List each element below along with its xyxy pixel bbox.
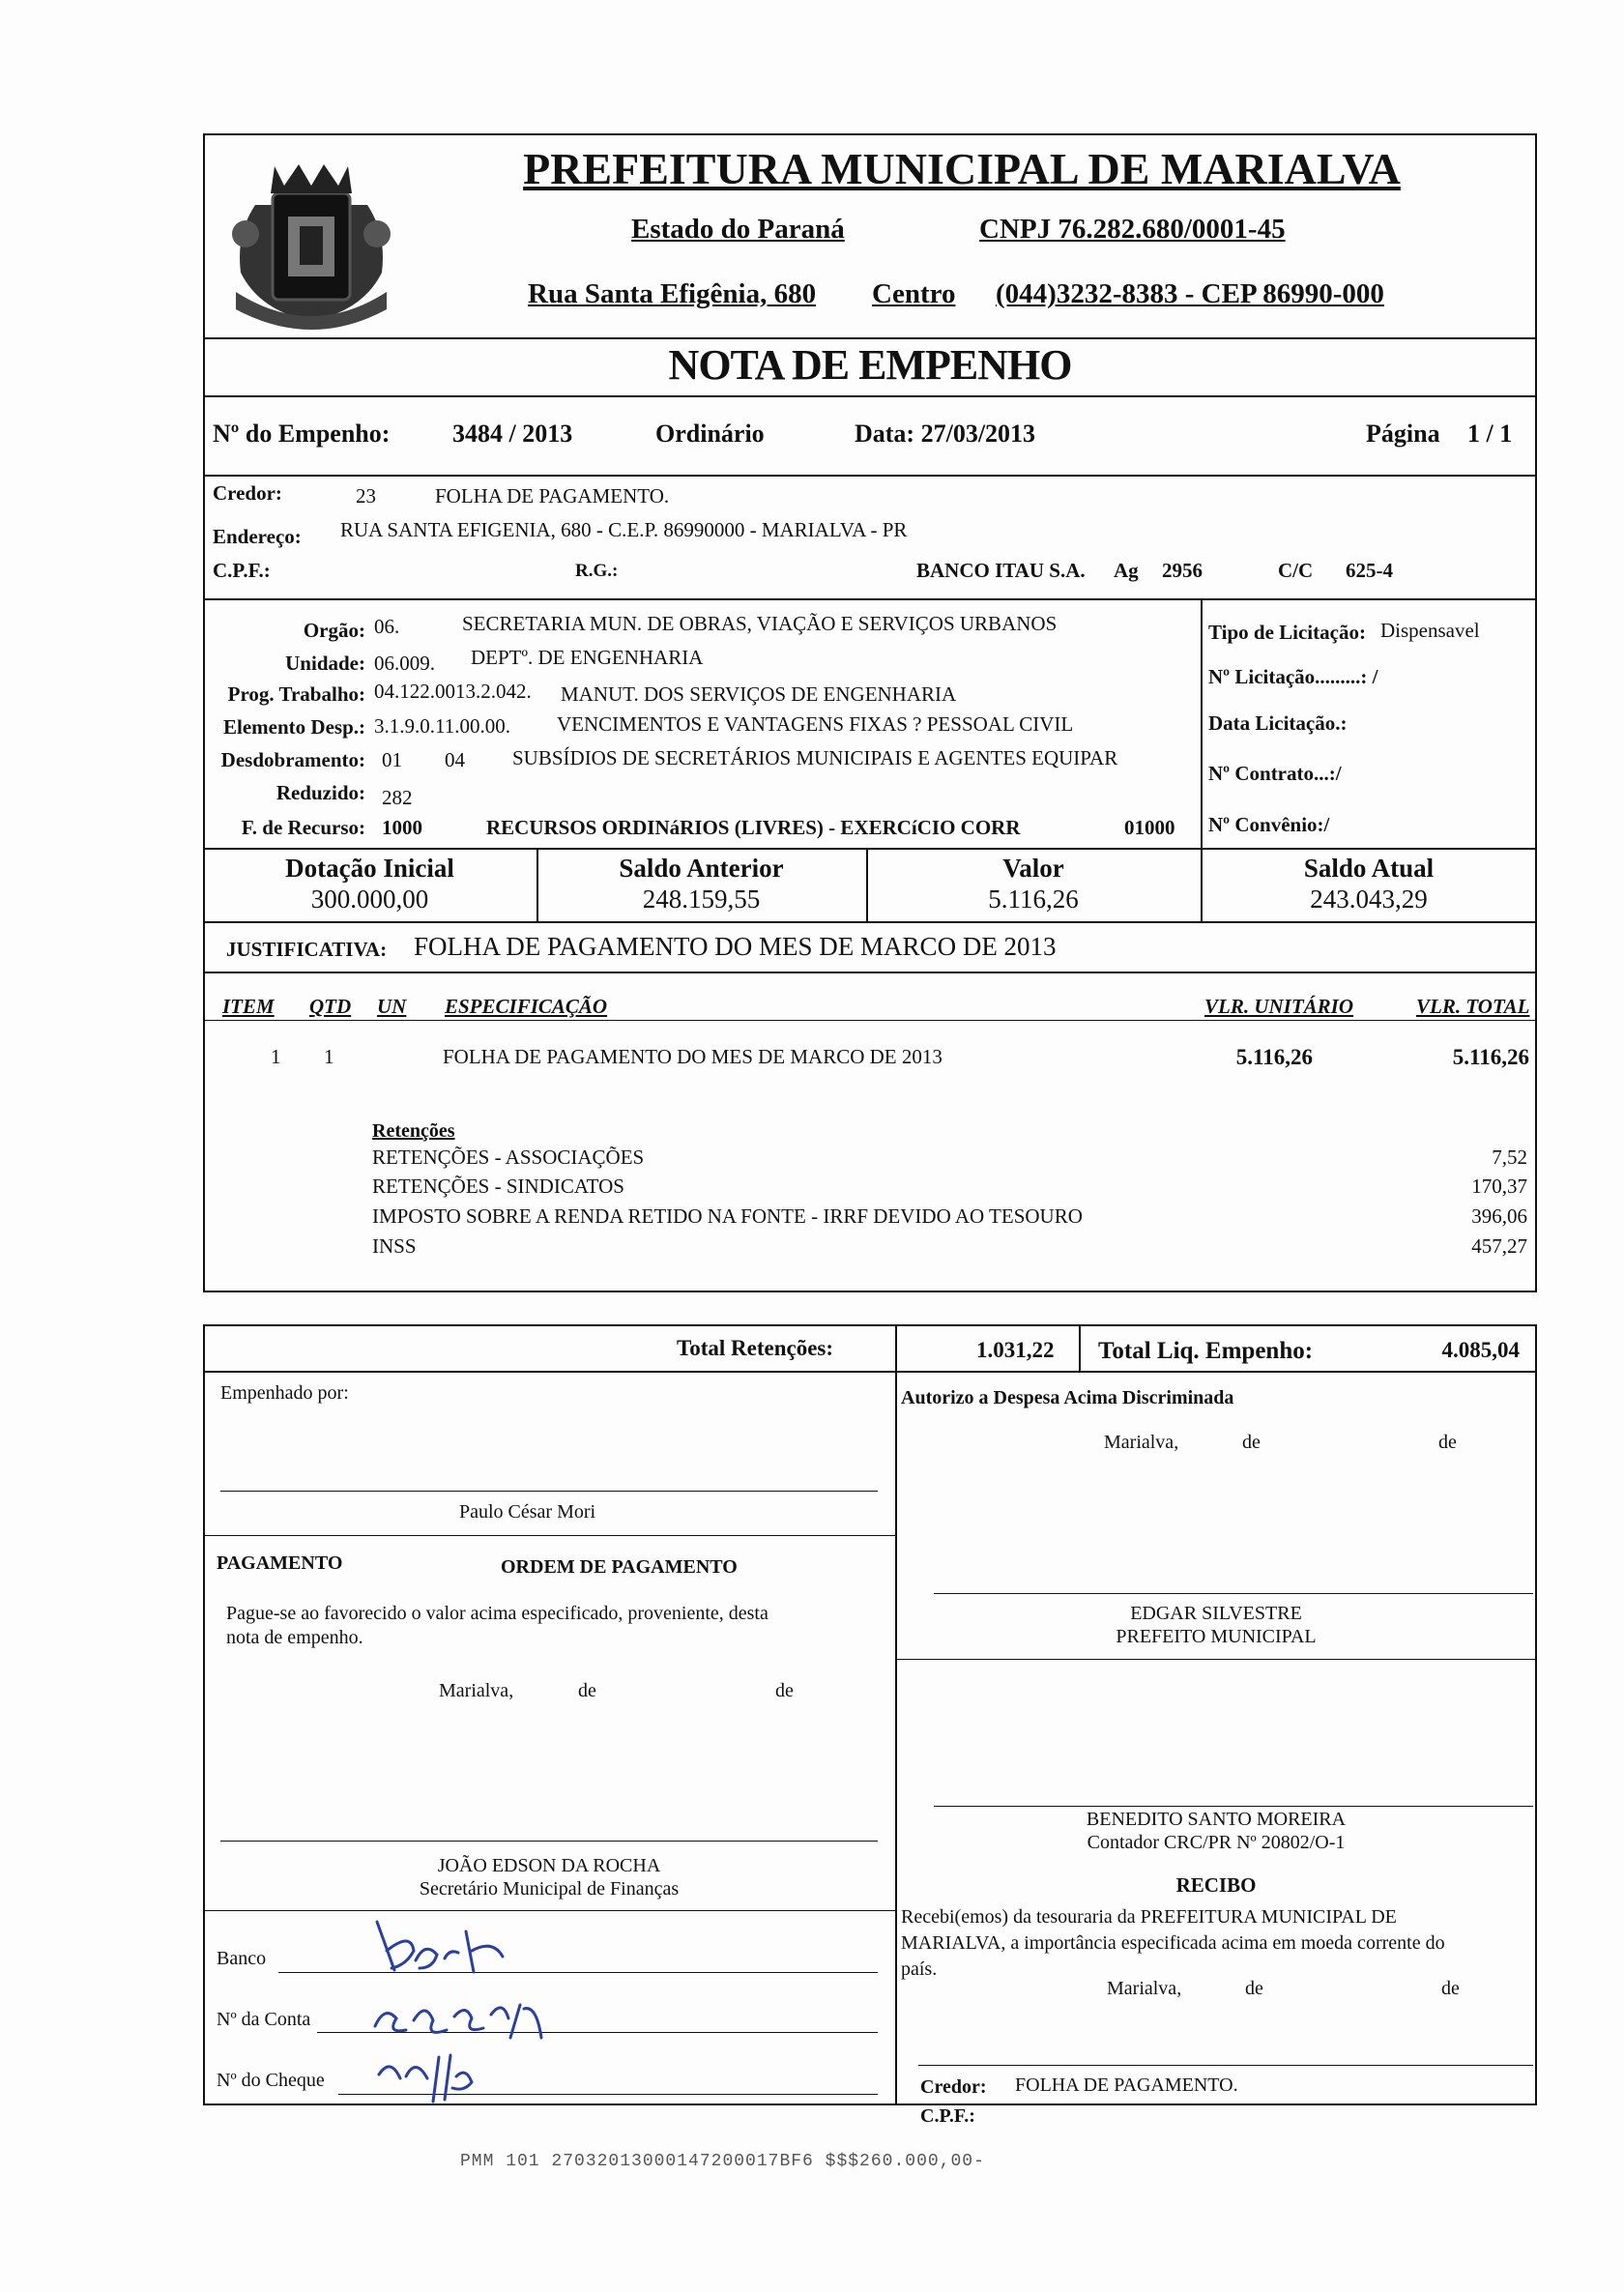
total-retencoes-label: Total Retenções: (677, 1336, 834, 1360)
empenho-number: 3484 / 2013 (452, 420, 573, 448)
retencao-desc-4: INSS (372, 1234, 417, 1258)
item-unit-value: 5.116,26 (1235, 1045, 1313, 1069)
recibo-label: RECIBO (1175, 1873, 1257, 1897)
fonte-desc: RECURSOS ORDINáRIOS (LIVRES) - EXERCíCIO CORR (486, 816, 1021, 839)
secretario-nome: JOÃO EDSON DA ROCHA (437, 1855, 661, 1876)
desdobramento-label: Desdobramento: (220, 748, 365, 771)
retencao-desc-1: RETENÇÕES - ASSOCIAÇÕES (372, 1146, 645, 1169)
prefeito-bottom-line (895, 1659, 1537, 1660)
recibo-de-2: de (1441, 1978, 1460, 1999)
recibo-local: Marialva, (1107, 1978, 1182, 1999)
retencao-value-4: 457,27 (1471, 1234, 1527, 1258)
justificativa-text: FOLHA DE PAGAMENTO DO MES DE MARCO DE 2013 (414, 932, 1057, 961)
col-un: UN (377, 995, 407, 1018)
recibo-text-3: país. (901, 1958, 938, 1980)
elemento-desc: VENCIMENTOS E VANTAGENS FIXAS ? PESSOAL CIVIL (557, 712, 1074, 736)
empenho-number-label: Nº do Empenho: (213, 420, 391, 448)
prog-label: Prog. Trabalho: (227, 682, 365, 706)
recibo-de-1: de (1245, 1978, 1263, 1999)
saldo-atual-label: Saldo Atual (1303, 854, 1435, 883)
elemento-label: Elemento Desp.: (223, 715, 365, 739)
footer-code: PMM 101 27032013000147200017BF6 $$$260.000,00- (460, 2152, 985, 2171)
col-vlr-total: VLR. TOTAL (1416, 995, 1530, 1018)
contador-signature-line (934, 1806, 1533, 1807)
elemento-code: 3.1.9.0.11.00.00. (374, 714, 510, 738)
retencao-desc-3: IMPOSTO SOBRE A RENDA RETIDO NA FONTE - IRRF DEVIDO AO TESOURO (372, 1204, 1083, 1228)
empenho-type: Ordinário (655, 420, 765, 448)
item-qtd: 1 (324, 1045, 334, 1068)
header-address: Rua Santa Efigênia, 680 (528, 278, 817, 309)
header-state: Estado do Paraná (631, 214, 845, 245)
valor-value: 5.116,26 (988, 885, 1079, 914)
unidade-desc: DEPTº. DE ENGENHARIA (471, 646, 704, 669)
retencao-value-2: 170,37 (1471, 1175, 1527, 1198)
bank-name: BANCO ITAU S.A. (916, 559, 1086, 582)
nota-de-empenho-form (203, 133, 1537, 2127)
fonte-code: 1000 (382, 816, 422, 839)
item-total-value: 5.116,26 (1452, 1045, 1529, 1069)
handwritten-annotations-icon (358, 1912, 706, 2105)
item-number: 1 (271, 1045, 281, 1068)
municipal-crest-icon (217, 147, 406, 336)
banco-label: Banco (217, 1948, 267, 1969)
saldo-atual-value: 243.043,29 (1310, 885, 1428, 914)
totais-divider-1 (895, 1324, 897, 1373)
doc-title: NOTA DE EMPENHO (668, 341, 1072, 389)
header-district: Centro (872, 278, 956, 309)
ordem-de-1: de (578, 1680, 596, 1701)
empenhado-signature-line (220, 1491, 878, 1492)
saldo-anterior-label: Saldo Anterior (619, 854, 784, 883)
convenio-label: Nº Convênio:/ (1208, 813, 1330, 836)
unidade-label: Unidade: (285, 652, 365, 675)
unidade-code: 06.009. (374, 652, 435, 675)
credor-label: Credor: (213, 481, 282, 505)
prog-code: 04.122.0013.2.042. (374, 680, 532, 703)
contrato-label: Nº Contrato...:/ (1208, 762, 1342, 785)
credor-name: FOLHA DE PAGAMENTO. (435, 484, 670, 508)
page-value: 1 / 1 (1467, 420, 1513, 448)
item-desc: FOLHA DE PAGAMENTO DO MES DE MARCO DE 2013 (443, 1045, 942, 1068)
secretario-cargo: Secretário Municipal de Finanças (419, 1878, 680, 1900)
empenhado-por-label: Empenhado por: (220, 1382, 349, 1404)
fonte-label: F. de Recurso: (241, 816, 365, 839)
account-value: 625-4 (1346, 559, 1393, 582)
prefeito-cargo: PREFEITO MUNICIPAL (1116, 1626, 1317, 1647)
total-liquido-value: 4.085,04 (1441, 1338, 1520, 1362)
total-retencoes-value: 1.031,22 (976, 1338, 1055, 1362)
prefeito-nome: EDGAR SILVESTRE (1130, 1603, 1302, 1624)
cpf-label: C.P.F.: (213, 559, 271, 582)
assinaturas-divider (895, 1371, 897, 2105)
retencoes-title: Retenções (372, 1120, 455, 1142)
licitacao-divider (1201, 598, 1203, 850)
orgao-label: Orgão: (303, 619, 365, 642)
address-label: Endereço: (213, 525, 302, 548)
account-label: C/C (1278, 559, 1314, 582)
reduzido-label: Reduzido: (276, 781, 365, 804)
valor-label: Valor (1002, 854, 1064, 883)
ordem-pagamento-label: ORDEM DE PAGAMENTO (501, 1556, 738, 1578)
col-qtd: QTD (309, 995, 352, 1018)
prog-desc: MANUT. DOS SERVIÇOS DE ENGENHARIA (561, 682, 957, 706)
header-phone-cep: (044)3232-8383 - CEP 86990-000 (996, 278, 1384, 309)
retencao-value-1: 7,52 (1492, 1146, 1527, 1169)
justificativa-label: JUSTIFICATIVA: (226, 938, 388, 961)
autorizo-de-1: de (1242, 1432, 1261, 1453)
agency-value: 2956 (1162, 559, 1203, 582)
col-item: ITEM (222, 995, 275, 1018)
pagamento-label: PAGAMENTO (217, 1552, 343, 1574)
contador-nome: BENEDITO SANTO MOREIRA (1086, 1809, 1347, 1830)
autorizo-de-2: de (1438, 1432, 1457, 1453)
address-value: RUA SANTA EFIGENIA, 680 - C.E.P. 86990000 - MARIALVA - PR (340, 518, 908, 541)
prefeito-signature-line (934, 1593, 1533, 1594)
secretario-signature-line (220, 1841, 878, 1842)
empenho-date: Data: 27/03/2013 (855, 420, 1036, 448)
contador-cargo: Contador CRC/PR Nº 20802/O-1 (1087, 1832, 1346, 1853)
header-title: PREFEITURA MUNICIPAL DE MARIALVA (523, 144, 1401, 193)
orgao-code: 06. (374, 615, 400, 638)
desdobramento-desc: SUBSÍDIOS DE SECRETÁRIOS MUNICIPAIS E AGENTES EQUIPAR (512, 746, 1118, 769)
col-vlr-unitario: VLR. UNITÁRIO (1204, 995, 1354, 1018)
desdobramento-code-2: 04 (445, 748, 465, 771)
agency-label: Ag (1114, 559, 1139, 582)
totais-box (203, 1324, 1537, 1373)
pague-text-2: nota de empenho. (226, 1627, 363, 1648)
items-header-line (203, 1020, 1537, 1021)
data-licitacao-label: Data Licitação.: (1208, 711, 1348, 735)
tipo-licitacao-value: Dispensavel (1380, 619, 1480, 642)
recibo-credor-value: FOLHA DE PAGAMENTO. (1015, 2074, 1238, 2096)
ordem-local: Marialva, (439, 1680, 514, 1701)
credor-recibo-line (918, 2065, 1533, 2066)
total-liquido-label: Total Liq. Empenho: (1098, 1338, 1314, 1364)
dotacao-label: Dotação Inicial (285, 854, 454, 883)
autorizo-local: Marialva, (1104, 1432, 1179, 1453)
autorizo-label: Autorizo a Despesa Acima Discriminada (901, 1387, 1234, 1408)
fonte-code-2: 01000 (1124, 816, 1175, 839)
numero-licitacao-label: Nº Licitação.........: / (1208, 665, 1378, 688)
dotacao-value: 300.000,00 (310, 885, 429, 914)
col-especificacao: ESPECIFICAÇÃO (445, 995, 608, 1018)
saldo-anterior-value: 248.159,55 (642, 885, 761, 914)
pagamento-top-line (203, 1535, 895, 1536)
orgao-desc: SECRETARIA MUN. DE OBRAS, VIAÇÃO E SERVIÇOS URBANOS (462, 612, 1058, 635)
rg-label: R.G.: (575, 561, 619, 581)
empenhado-nome: Paulo César Mori (459, 1501, 596, 1523)
header-cnpj: CNPJ 76.282.680/0001-45 (979, 214, 1286, 245)
desdobramento-code-1: 01 (382, 748, 402, 771)
page-label: Página (1366, 420, 1440, 448)
retencao-desc-2: RETENÇÕES - SINDICATOS (372, 1175, 624, 1198)
tipo-licitacao-label: Tipo de Licitação: (1208, 621, 1366, 644)
ordem-de-2: de (775, 1680, 794, 1701)
retencao-value-3: 396,06 (1471, 1204, 1527, 1228)
credor-code: 23 (356, 484, 376, 508)
recibo-text-1: Recebi(emos) da tesouraria da PREFEITURA MUNICIPAL DE (901, 1906, 1397, 1928)
cheque-label: Nº do Cheque (217, 2070, 325, 2091)
reduzido-value: 282 (382, 786, 413, 809)
recibo-credor-label: Credor: (920, 2076, 987, 2098)
secretario-bottom-line (203, 1910, 895, 1911)
totais-divider-2 (1079, 1324, 1081, 1373)
pague-text-1: Pague-se ao favorecido o valor acima especificado, proveniente, desta (226, 1603, 768, 1624)
recibo-text-2: MARIALVA, a importância especificada acima em moeda corrente do (901, 1932, 1445, 1954)
conta-label: Nº da Conta (217, 2009, 311, 2030)
recibo-cpf-label: C.P.F.: (920, 2105, 975, 2127)
